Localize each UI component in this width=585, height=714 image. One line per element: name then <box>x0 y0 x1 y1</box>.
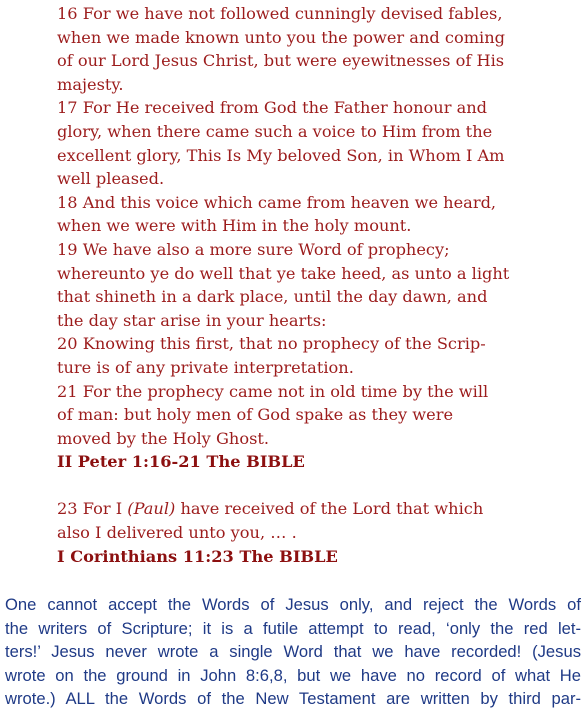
commentary-line: ters!’ Jesus never wrote a single Word that we have recorded! (Jesus <box>5 642 581 662</box>
verse-line: 21 For the prophecy came not in old time by the will <box>57 381 489 401</box>
verse-line: whereunto ye do well that ye take heed, as unto a light <box>57 263 510 283</box>
verse-line: excellent glory, This Is My beloved Son, in Whom I Am <box>57 145 505 165</box>
verse-line: 18 And this voice which came from heaven we heard, <box>57 192 497 212</box>
verse-line: 19 We have also a more sure Word of prophecy; <box>57 239 450 259</box>
verse-line: that shineth in a dark place, until the day dawn, and <box>57 287 488 307</box>
verse-text: 23 For I <box>57 499 128 519</box>
verse-line: of our Lord Jesus Christ, but were eyewitnesses of His <box>57 51 505 71</box>
spacer <box>57 474 577 498</box>
verse-line: ture is of any private interpretation. <box>57 357 354 377</box>
scripture-reference: I Corinthians 11:23 The BIBLE <box>57 546 338 566</box>
verse-line: when we made known unto you the power and coming <box>57 27 506 47</box>
commentary-line: wrote.) ALL the Words of the New Testament are written by third par- <box>5 689 581 709</box>
verse-line: 16 For we have not followed cunningly devised fables, <box>57 4 503 23</box>
commentary-paragraph <box>5 593 581 711</box>
verse-italic-aside: (Paul) <box>127 499 176 519</box>
verse-line: glory, when there came such a voice to Him from the <box>57 121 493 141</box>
verse-line: well pleased. <box>57 169 165 189</box>
commentary-line: the writers of Scripture; it is a futile attempt to read, ‘only the red let- <box>5 618 581 638</box>
verse-line: 17 For He received from God the Father honour and <box>57 98 488 118</box>
verse-line: also I delivered unto you, … . <box>57 523 297 543</box>
scripture-reference: II Peter 1:16-21 The BIBLE <box>57 452 305 472</box>
verse-line: 20 Knowing this first, that no prophecy of the Scrip- <box>57 334 486 354</box>
verse-line <box>57 497 577 521</box>
verse-line: the day star arise in your hearts: <box>57 310 327 330</box>
verse-line: of man: but holy men of God spake as they were <box>57 405 454 425</box>
commentary-line: One cannot accept the Words of Jesus only, and reject the Words of <box>5 595 581 614</box>
verse-line: when we were with Him in the holy mount. <box>57 216 412 236</box>
verse-text: have received of the Lord that which <box>175 499 484 519</box>
scripture-block <box>57 2 577 568</box>
commentary-line: wrote on the ground in John 8:6,8, but we have no record of what He <box>5 665 581 685</box>
verse-line: majesty. <box>57 74 124 94</box>
verse-line: moved by the Holy Ghost. <box>57 428 270 448</box>
